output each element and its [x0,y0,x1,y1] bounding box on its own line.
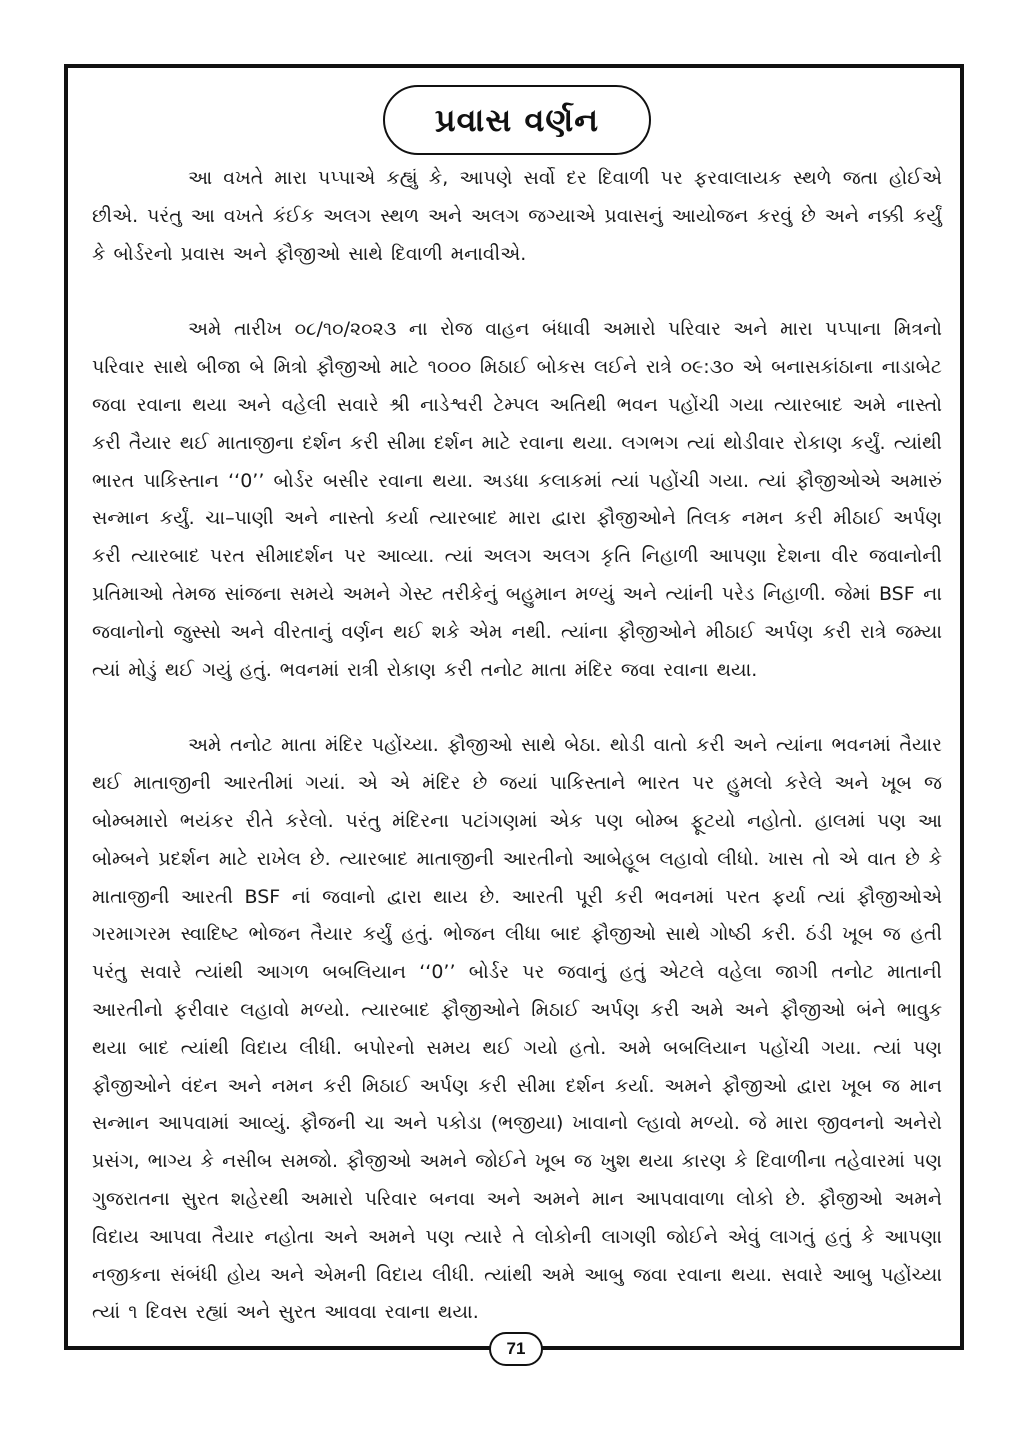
page-number: 71 [489,1332,543,1366]
title-banner [383,85,651,155]
essay-body [92,160,942,1332]
paragraph-2: અમે તારીખ ૦૮/૧૦/૨૦૨૩ ના રોજ વાહન બંધાવી અમારો પરિવાર અને મારા પપ્પાના મિત્રનો પરિવાર સાથે બીજા બે મિત્રો ફૌજીઓ માટે ૧૦૦૦ મિઠાઈ બોકસ લઈને રાત્રે ૦૯:૩૦ એ બનાસકાંઠાના નાડાબેટ જવા રવાના થયા અને વહેલી સવારે શ્રી નાડેશ્વરી ટેમ્પલ અતિથી ભવન પહોંચી ગયા ત્યારબાદ અમે નાસ્તો કરી તૈયાર થઈ માતાજીના દર્શન કરી સીમા દર્શન માટે રવાના થયા. લગભગ ત્યાં થોડીવાર રોકાણ કર્યું. ત્યાંથી ભારત પાકિસ્તાન ‘‘0’’ બોર્ડર બસીર રવાના થયા. અડધા કલાકમાં ત્યાં પહોંચી ગયા. ત્યાં ફૌજીઓએ અમારું સન્માન કર્યું. ચા–પાણી અને નાસ્તો કર્યા ત્યારબાદ મારા દ્વારા ફૌજીઓને તિલક નમન કરી મીઠાઈ અર્પણ કરી ત્યારબાદ પરત સીમાદર્શન પર આવ્યા. ત્યાં અલગ અલગ કૃતિ નિહાળી આપણા દેશના વીર જવાનોની પ્રતિમાઓ તેમજ સાંજના સમયે અમને ગેસ્ટ તરીકેનું બહુમાન મળ્યું અને ત્યાંની પરેડ નિહાળી. જેમાં BSF ના જવાનોનો જુસ્સો અને વીરતાનું વર્ણન થઈ શકે એમ નથી. ત્યાંના ફૌજીઓને મીઠાઈ અર્પણ કરી રાત્રે જમ્યા ત્યાં મોડું થઈ ગયું હતું. ભવનમાં રાત્રી રોકાણ કરી તનોટ માતા મંદિર જવા રવાના થયા. [92,318,942,681]
page-title: પ્રવાસ વર્ણન [434,100,600,139]
paragraph-1: આ વખતે મારા પપ્પાએ કહ્યું કે, આપણે સર્વો દર દિવાળી પર ફરવાલાયક સ્થળે જતા હોઈએ છીએ. પરંતુ આ વખતે કંઈક અલગ સ્થળ અને અલગ જગ્યાએ પ્રવાસનું આયોજન કરવું છે અને નક્કી કર્યું કે બોર્ડરનો પ્રવાસ અને ફૌજીઓ સાથે દિવાળી મનાવીએ. [92,167,942,265]
paragraph-3: અમે તનોટ માતા મંદિર પહોંચ્યા. ફૌજીઓ સાથે બેઠા. થોડી વાતો કરી અને ત્યાંના ભવનમાં તૈયાર થઈ માતાજીની આરતીમાં ગયાં. એ એ મંદિર છે જયાં પાકિસ્તાને ભારત પર હુમલો કરેલે અને ખૂબ જ બોમ્બમારો ભયંકર રીતે કરેલો. પરંતુ મંદિરના પટાંગણમાં એક પણ બોમ્બ ફૂટયો નહોતો. હાલમાં પણ આ બોમ્બને પ્રદર્શન માટે રાખેલ છે. ત્યારબાદ માતાજીની આરતીનો આબેહૂબ લહાવો લીધો. ખાસ તો એ વાત છે કે માતાજીની આરતી BSF નાં જવાનો દ્વારા થાય છે. આરતી પૂરી કરી ભવનમાં પરત ફર્યા ત્યાં ફૌજીઓએ ગરમાગરમ સ્વાદિષ્ટ ભોજન તૈયાર કર્યું હતું. ભોજન લીધા બાદ ફૌજીઓ સાથે ગોષ્ઠી કરી. ઠંડી ખૂબ જ હતી પરંતુ સવારે ત્યાંથી આગળ બબલિયાન ‘‘0’’ બોર્ડર પર જવાનું હતું એટલે વહેલા જાગી તનોટ માતાની આરતીનો ફરીવાર લહાવો મળ્યો. ત્યારબાદ ફૌજીઓને મિઠાઈ અર્પણ કરી અમે અને ફૌજીઓ બંને ભાવુક થયા બાદ ત્યાંથી વિદાય લીધી. બપોરનો સમય થઈ ગયો હતો. અમે બબલિયાન પહોંચી ગયા. ત્યાં પણ ફૌજીઓને વંદન અને નમન કરી મિઠાઈ અર્પણ કરી સીમા દર્શન કર્યા. અમને ફૌજીઓ દ્વારા ખૂબ જ માન સન્માન આપવામાં આવ્યું. ફૌજની ચા અને પકોડા (ભજીયા) ખાવાનો લ્હાવો મળ્યો. જે મારા જીવનનો અનેરો પ્રસંગ, ભાગ્ય કે નસીબ સમજો. ફૌજીઓ અમને જોઈને ખૂબ જ ખુશ થયા કારણ કે દિવાળીના તહેવારમાં પણ ગુજરાતના સુરત શહેરથી અમારો પરિવાર બનવા અને અમને માન આપવાવાળા લોકો છે. ફૌજીઓ અમને વિદાય આપવા તૈયાર નહોતા અને અમને પણ ત્યારે તે લોકોની લાગણી જોઈને એવું લાગતું હતું કે આપણા નજીકના સંબંધી હોય અને એમની વિદાય લીધી. ત્યાંથી અમે આબુ જવા રવાના થયા. સવારે આબુ પહોંચ્યા ત્યાં ૧ દિવસ રહ્યાં અને સુરત આવવા રવાના થયા. [92,734,942,1324]
